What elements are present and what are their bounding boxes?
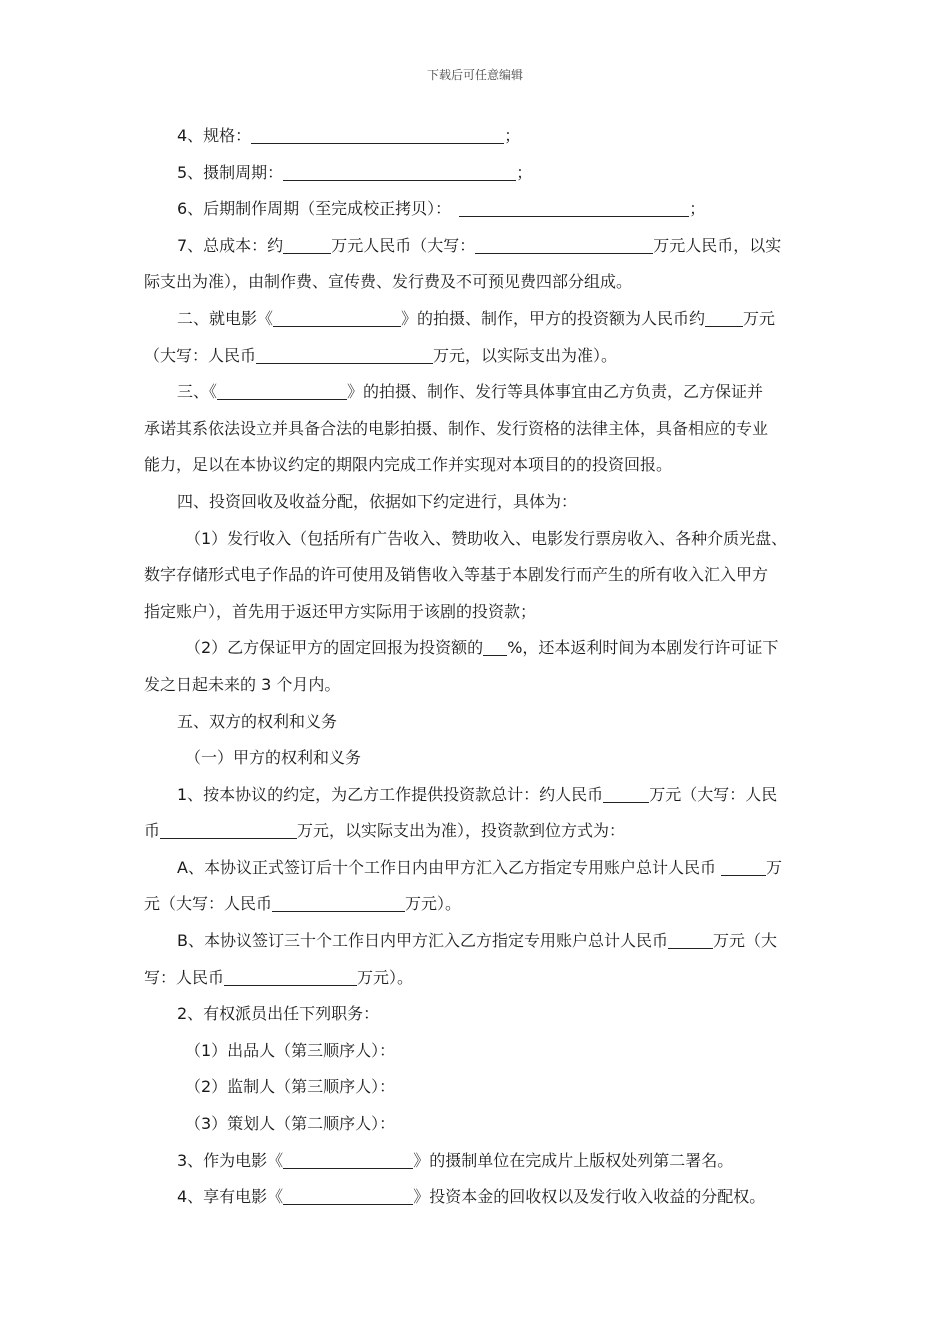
line-text: （3）策划人（第二顺序人）：: [185, 1114, 396, 1134]
line-text: （1）发行收入（包括所有广告收入、赞助收入、电影发行票房收入、各种介质光盘、: [185, 528, 788, 548]
paragraph-line: [144, 1069, 816, 1106]
line-text: 写：人民币: [144, 967, 225, 987]
line-text: 万元）。: [357, 967, 414, 987]
line-text: 1、按本协议的约定，为乙方工作提供投资款总计：约人民币: [177, 784, 604, 804]
fill-in-blank: [160, 820, 297, 839]
fill-in-blank: [283, 235, 331, 254]
fill-in-blank: [459, 198, 689, 217]
paragraph-line: [144, 191, 816, 228]
paragraph-line: [144, 960, 816, 997]
line-text: 币: [144, 821, 161, 841]
fill-in-blank: [283, 1186, 413, 1205]
line-text: 》的摄制单位在完成片上版权处列第二署名。: [413, 1150, 734, 1170]
paragraph-line: [144, 1179, 816, 1216]
line-text: 二、就电影《: [177, 308, 274, 328]
paragraph-line: [144, 996, 816, 1033]
paragraph-line: [144, 850, 816, 887]
line-text: 五、双方的权利和义务: [177, 711, 338, 731]
line-text: （2）乙方保证甲方的固定回报为投资额的: [185, 638, 484, 658]
fill-in-blank: [668, 930, 713, 949]
line-text: （1）出品人（第三顺序人）：: [185, 1040, 396, 1060]
fill-in-blank: [283, 162, 516, 181]
line-text: 万: [766, 857, 783, 877]
line-text: 万元: [743, 308, 776, 328]
paragraph-line: [144, 338, 816, 375]
paragraph-line: [144, 594, 816, 631]
line-text: （大写：人民币: [144, 345, 257, 365]
page-header: 下载后可任意编辑: [426, 68, 523, 82]
paragraph-line: [144, 301, 816, 338]
line-text: 》的拍摄、制作，甲方的投资额为人民币约: [401, 308, 706, 328]
line-text: 》投资本金的回收权以及发行收入收益的分配权。: [413, 1187, 766, 1207]
paragraph-line: [144, 923, 816, 960]
paragraph-line: [144, 228, 816, 265]
fill-in-blank: [603, 784, 649, 803]
line-text: ；: [689, 199, 706, 219]
paragraph-line: [144, 813, 816, 850]
line-text: 5、摄制周期：: [177, 162, 284, 182]
line-text: 万元，以实际支出为准），投资款到位方式为：: [297, 821, 626, 841]
document-body: [144, 118, 816, 1216]
fill-in-blank: [224, 967, 357, 986]
line-text: 万元人民币，以实: [653, 235, 782, 255]
fill-in-blank: [475, 235, 653, 254]
paragraph-line: [144, 374, 816, 411]
fill-in-blank: [483, 637, 507, 656]
paragraph-line: [144, 155, 816, 192]
line-text: 万元，以实际支出为准）。: [433, 345, 618, 365]
line-text: ；: [504, 126, 521, 145]
line-text: 3、作为电影《: [177, 1150, 284, 1170]
paragraph-line: [144, 447, 816, 484]
fill-in-blank: [217, 381, 347, 400]
line-text: 万元（大: [712, 931, 777, 951]
paragraph-line: [144, 1033, 816, 1070]
line-text: 承诺其系依法设立并具备合法的电影拍摄、制作、发行资格的法律主体，具备相应的专业: [144, 418, 769, 438]
line-text: 万元）。: [405, 894, 462, 914]
line-text: 6、后期制作周期（至完成校正拷贝）：: [177, 199, 460, 219]
line-text: 元（大写：人民币: [144, 894, 273, 914]
fill-in-blank: [283, 1150, 413, 1169]
paragraph-line: [144, 521, 816, 558]
line-text: （2）监制人（第三顺序人）：: [185, 1077, 396, 1097]
paragraph-line: [144, 704, 816, 741]
fill-in-blank: [721, 857, 766, 876]
line-text: 万元人民币（大写：: [331, 235, 476, 255]
line-text: 7、总成本：约: [177, 235, 284, 255]
line-text: A、本协议正式签订后十个工作日内由甲方汇入乙方指定专用账户总计人民币: [177, 857, 722, 877]
line-text: 指定账户），首先用于返还甲方实际用于该剧的投资款；: [144, 601, 537, 621]
line-text: 》的拍摄、制作、发行等具体事宜由乙方负责，乙方保证并: [347, 382, 764, 402]
line-text: %，还本返利时间为本剧发行许可证下: [507, 638, 779, 658]
fill-in-blank: [705, 308, 743, 327]
paragraph-line: [144, 886, 816, 923]
line-text: 4、规格：: [177, 126, 252, 145]
line-text: 万元（大写：人民: [649, 784, 778, 804]
paragraph-line: [144, 630, 816, 667]
paragraph-line: [144, 777, 816, 814]
paragraph-line: [144, 118, 816, 155]
line-text: 四、投资回收及收益分配，依据如下约定进行，具体为：: [177, 491, 578, 511]
fill-in-blank: [256, 345, 433, 364]
fill-in-blank: [273, 308, 401, 327]
line-text: 能力，足以在本协议约定的期限内完成工作并实现对本项目的的投资回报。: [144, 455, 673, 475]
line-text: 际支出为准），由制作费、宣传费、发行费及不可预见费四部分组成。: [144, 272, 633, 292]
line-text: 4、享有电影《: [177, 1187, 284, 1207]
paragraph-line: [144, 740, 816, 777]
paragraph-line: [144, 411, 816, 448]
paragraph-line: [144, 1143, 816, 1180]
paragraph-line: [144, 484, 816, 521]
paragraph-line: [144, 557, 816, 594]
line-text: ；: [516, 162, 533, 182]
fill-in-blank: [272, 893, 405, 912]
paragraph-line: [144, 667, 816, 704]
line-text: 数字存储形式电子作品的许可使用及销售收入等基于本剧发行而产生的所有收入汇入甲方: [144, 565, 769, 585]
paragraph-line: [144, 1106, 816, 1143]
fill-in-blank: [251, 125, 504, 144]
line-text: 2、有权派员出任下列职务：: [177, 1004, 380, 1024]
paragraph-line: [144, 264, 816, 301]
line-text: 发之日起未来的 3 个月内。: [144, 674, 341, 694]
line-text: （一）甲方的权利和义务: [185, 748, 362, 768]
line-text: 三、《: [177, 382, 218, 402]
line-text: B、本协议签订三十个工作日内甲方汇入乙方指定专用账户总计人民币: [177, 931, 668, 951]
